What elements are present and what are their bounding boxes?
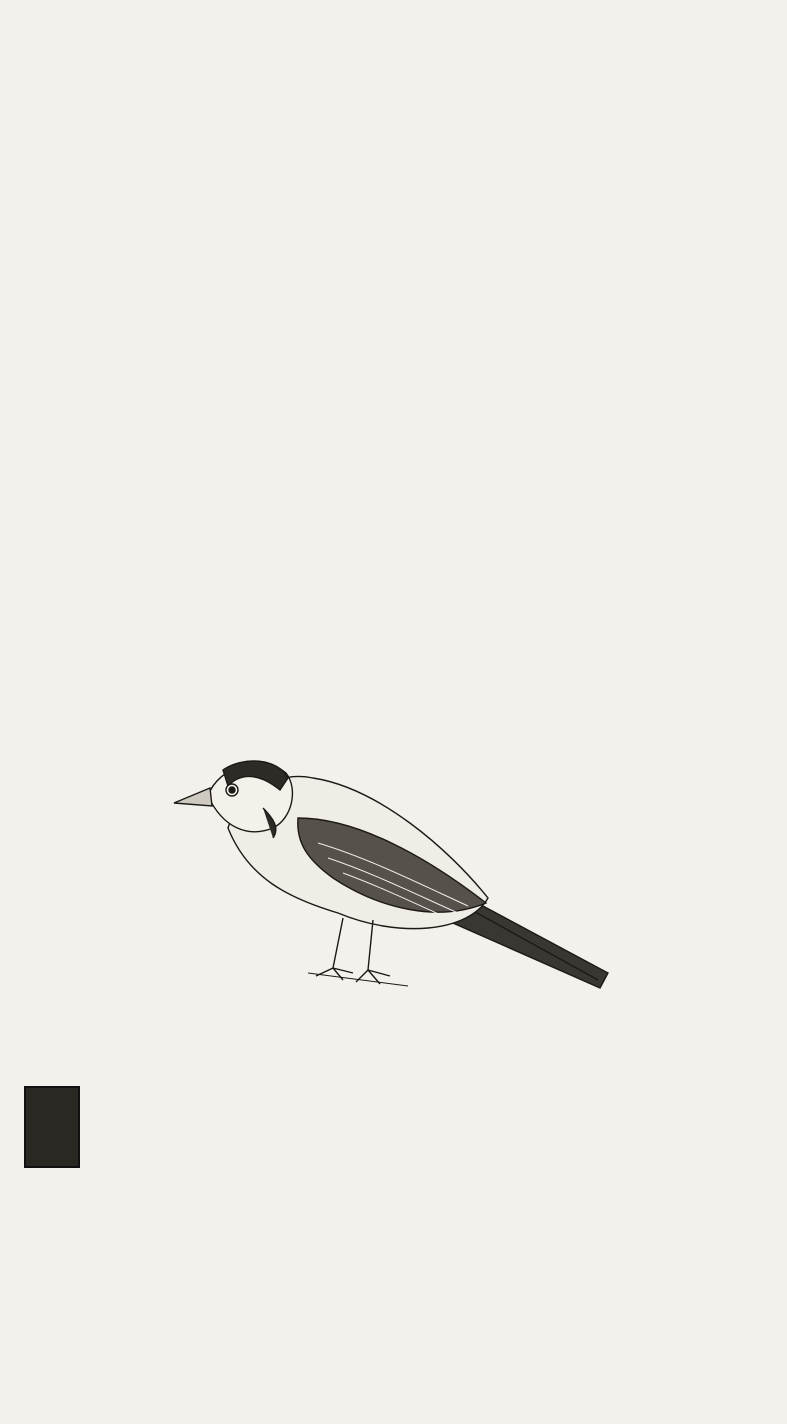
goldfinch-woodcut-illustration xyxy=(168,748,618,1023)
decorated-initial xyxy=(24,1086,80,1168)
